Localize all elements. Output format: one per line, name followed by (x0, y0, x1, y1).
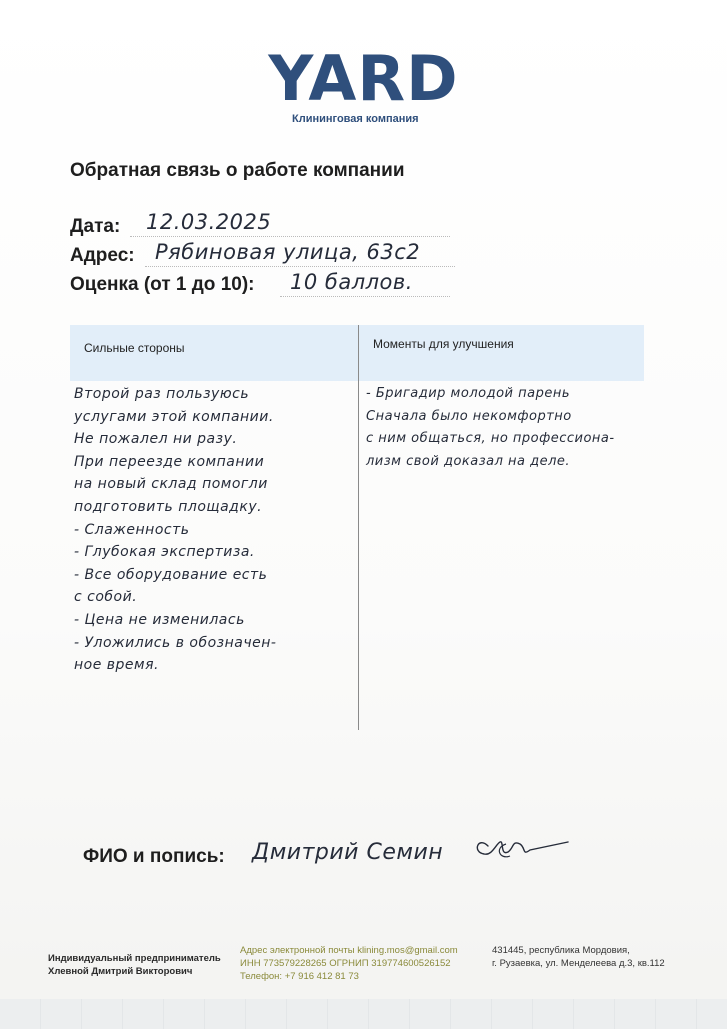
rating-value: 10 баллов. (290, 270, 413, 294)
strengths-line: ное время. (74, 657, 159, 674)
scan-bottom-edge (0, 999, 727, 1029)
strengths-line: услугами этой компании. (74, 408, 274, 425)
strengths-line: на новый склад помогли (74, 476, 268, 493)
table-column-divider (358, 325, 359, 730)
address-label: Адрес: (70, 245, 135, 266)
signature-label: ФИО и попись: (83, 846, 225, 867)
signature-name: Дмитрий Семин (252, 840, 444, 865)
strengths-line: - Цена не изменилась (74, 611, 245, 628)
strengths-line: - Уложились в обозначен- (74, 634, 277, 651)
logo-subtitle: Клининговая компания (292, 113, 419, 125)
strengths-line: подготовить площадку. (74, 498, 263, 515)
table-header-strengths: Сильные стороны (70, 325, 359, 381)
rating-underline (280, 296, 450, 297)
table-header-improvements: Моменты для улучшения (359, 325, 644, 381)
strengths-line: При переезде компании (74, 453, 265, 470)
footer-address: 431445, республика Мордовия, г. Рузаевка, ул. Менделеева д.3, кв.112 (492, 945, 665, 969)
date-underline (130, 236, 450, 237)
logo-wordmark: YARD (268, 42, 459, 115)
improvements-text (366, 383, 642, 473)
strengths-text (74, 383, 354, 677)
page-title: Обратная связь о работе компании (70, 160, 405, 181)
improvements-line: с ним общаться, но профессиона- (366, 431, 615, 447)
improvements-line: - Бригадир молодой парень (366, 386, 570, 401)
company-logo (0, 42, 727, 115)
strengths-line: - Глубокая экспертиза. (74, 544, 255, 561)
date-label: Дата: (70, 216, 121, 237)
footer-company: Индивидуальный предприниматель Хлевной Дмитрий Викторович (48, 953, 221, 977)
handwritten-signature (470, 826, 570, 866)
feedback-table (70, 325, 644, 730)
strengths-line: - Все оборудование есть (74, 566, 268, 583)
strengths-line: с собой. (74, 589, 138, 606)
strengths-line: - Слаженность (74, 521, 190, 538)
strengths-line: Второй раз пользуюсь (74, 386, 250, 402)
rating-label: Оценка (от 1 до 10): (70, 274, 255, 295)
footer-contacts: Адрес электронной почты klining.mos@gmail.com ИНН 773579228265 ОГРНИП 319774600526152 Телефон: +7 916 412 81 73 (240, 945, 458, 982)
improvements-line: лизм свой доказал на деле. (366, 453, 571, 469)
strengths-line: Не пожалел ни разу. (74, 431, 238, 448)
improvements-line: Сначала было некомфортно (366, 408, 572, 424)
address-value: Рябиновая улица, 63с2 (155, 240, 421, 264)
address-underline (145, 266, 455, 267)
date-value: 12.03.2025 (146, 210, 272, 234)
